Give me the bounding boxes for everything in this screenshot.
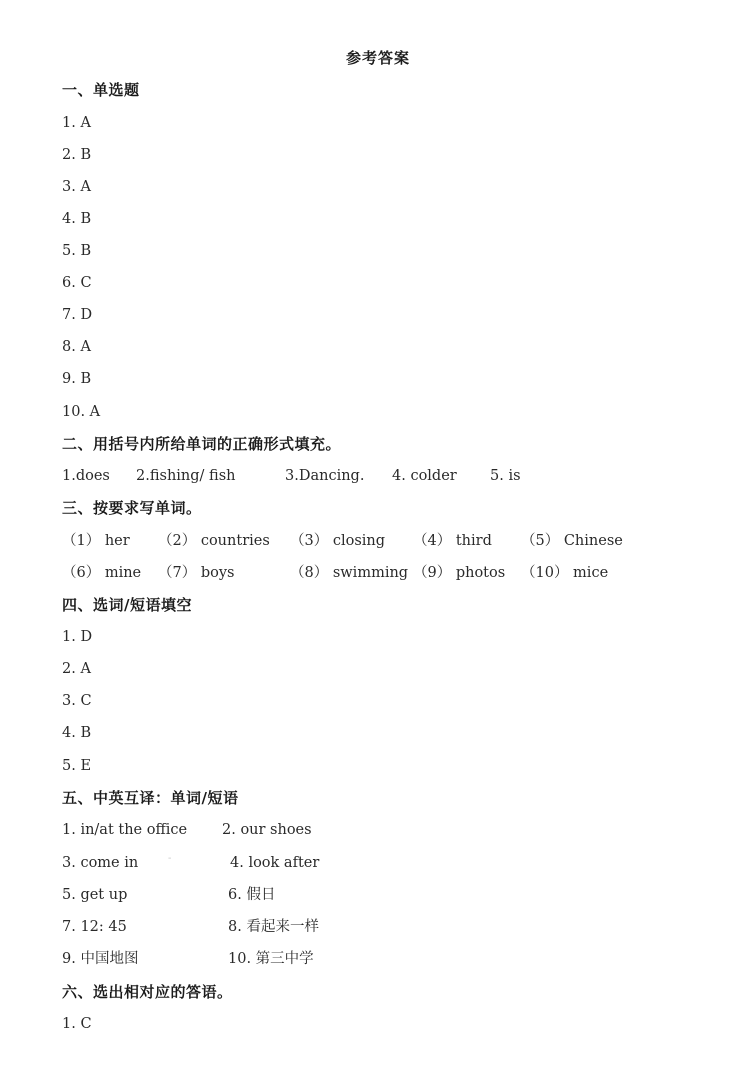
- section-5-heading: 五、中英互译：单词/短语: [62, 789, 239, 807]
- s2-answer-5: 5. is: [490, 468, 521, 484]
- s2-answer-2: 2.fishing/ fish: [136, 468, 236, 484]
- stray-mark: -: [168, 853, 172, 864]
- s5-left-3: 5. get up: [62, 887, 128, 903]
- s3-row1-item-5: （5） Chinese: [521, 533, 623, 549]
- section-6-heading: 六、选出相对应的答语。: [62, 983, 233, 1001]
- section-3-heading: 三、按要求写单词。: [62, 499, 202, 517]
- section-4-heading: 四、选词/短语填空: [62, 596, 192, 614]
- s3-row2-item-1: （6） mine: [62, 565, 142, 581]
- s1-answer-9: 9. B: [62, 371, 92, 387]
- section-1-heading: 一、单选题: [62, 81, 140, 99]
- s1-answer-8: 8. A: [62, 339, 91, 355]
- s5-right-4: 8. 看起来一样: [228, 919, 319, 935]
- s3-row2-item-3: （8） swimming: [290, 565, 409, 581]
- s2-answer-3: 3.Dancing.: [285, 468, 365, 484]
- s1-answer-6: 6. C: [62, 275, 92, 291]
- s4-answer-5: 5. E: [62, 758, 92, 774]
- s3-row1-item-4: （4） third: [413, 533, 492, 549]
- s5-right-3: 6. 假日: [228, 887, 276, 903]
- s5-right-2: 4. look after: [230, 855, 320, 871]
- s5-left-5: 9. 中国地图: [62, 951, 139, 967]
- s5-left-2: 3. come in: [62, 855, 139, 871]
- s1-answer-5: 5. B: [62, 243, 92, 259]
- s3-row1-item-2: （2） countries: [158, 533, 270, 549]
- s1-answer-7: 7. D: [62, 307, 93, 323]
- s5-right-1: 2. our shoes: [222, 822, 312, 838]
- s4-answer-2: 2. A: [62, 661, 91, 677]
- s1-answer-3: 3. A: [62, 179, 91, 195]
- s3-row1-item-1: （1） her: [62, 533, 130, 549]
- s1-answer-2: 2. B: [62, 147, 92, 163]
- s1-answer-4: 4. B: [62, 211, 92, 227]
- s1-answer-10: 10. A: [62, 404, 101, 420]
- section-2-heading: 二、用括号内所给单词的正确形式填充。: [62, 435, 342, 453]
- s5-left-1: 1. in/at the office: [62, 822, 188, 838]
- s1-answer-1: 1. A: [62, 115, 91, 131]
- page-title: 参考答案: [345, 49, 410, 67]
- s4-answer-4: 4. B: [62, 725, 92, 741]
- s3-row1-item-3: （3） closing: [290, 533, 386, 549]
- s2-answer-1: 1.does: [62, 468, 110, 484]
- s3-row2-item-4: （9） photos: [413, 565, 506, 581]
- s3-row2-item-5: （10） mice: [521, 565, 609, 581]
- s4-answer-1: 1. D: [62, 629, 93, 645]
- s2-answer-4: 4. colder: [392, 468, 457, 484]
- s5-right-5: 10. 第三中学: [228, 951, 314, 967]
- s6-answer-1: 1. C: [62, 1016, 92, 1032]
- s3-row2-item-2: （7） boys: [158, 565, 235, 581]
- s4-answer-3: 3. C: [62, 693, 92, 709]
- s5-left-4: 7. 12: 45: [62, 919, 127, 935]
